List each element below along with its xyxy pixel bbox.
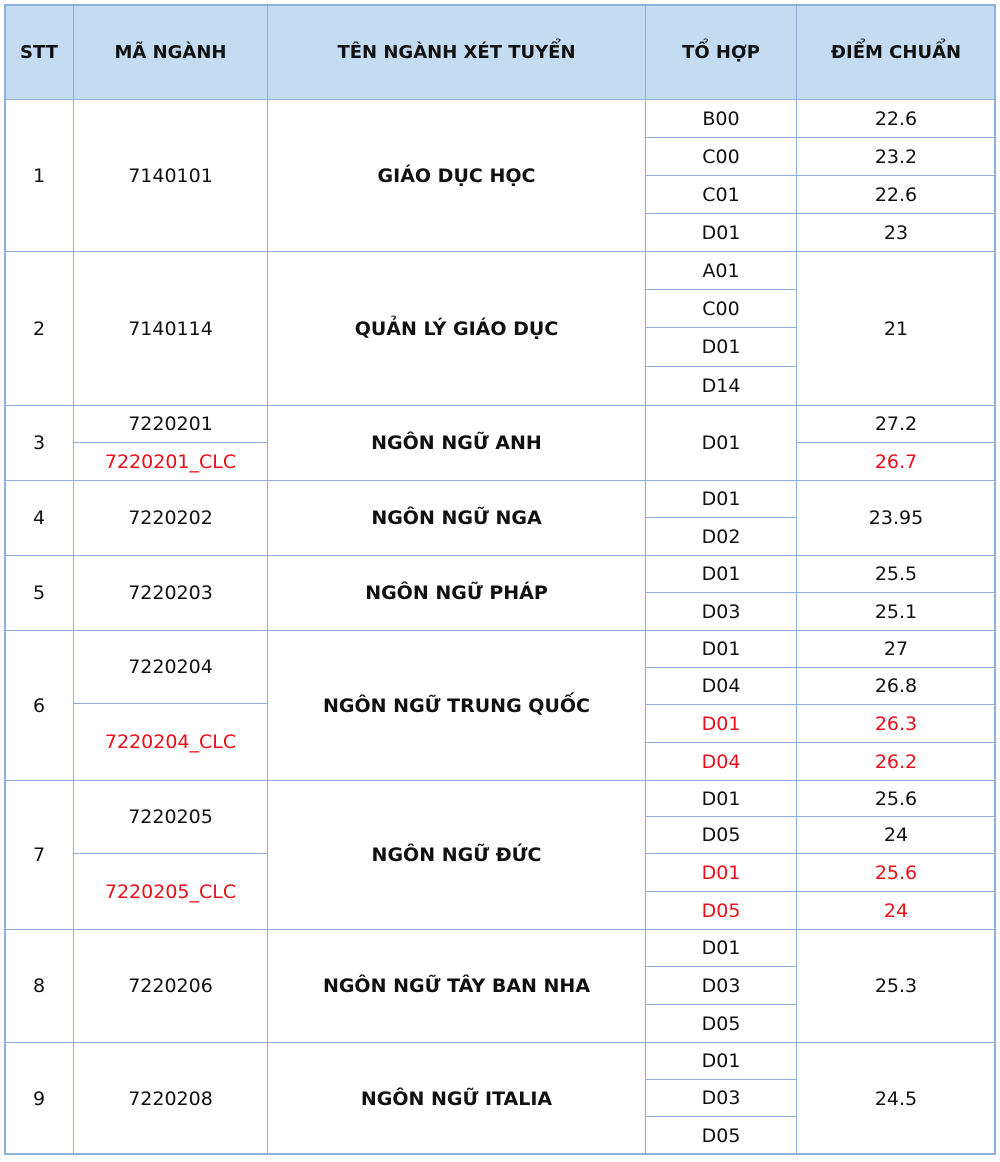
header-diem-chuan: ĐIỂM CHUẨN — [796, 4, 996, 100]
row-7-score-clc: 25.6 — [796, 853, 996, 892]
row-1-combo: C01 — [645, 175, 797, 214]
row-7-combo-clc: D01 — [645, 853, 797, 892]
row-1-combo: C00 — [645, 137, 797, 176]
row-5-combo: D01 — [645, 555, 797, 593]
row-8-score: 25.3 — [796, 929, 996, 1043]
row-3-combo: D01 — [645, 405, 797, 481]
row-7-score: 24 — [796, 816, 996, 854]
row-2-combo: D14 — [645, 366, 797, 406]
row-2-major-name: QUẢN LÝ GIÁO DỤC — [267, 251, 646, 406]
row-3-code: 7220201 — [73, 405, 268, 443]
row-3-score-clc: 26.7 — [796, 442, 996, 481]
row-1-score: 23 — [796, 213, 996, 252]
header-ma-nganh: MÃ NGÀNH — [73, 4, 268, 100]
row-4-combo: D02 — [645, 517, 797, 556]
row-9-score: 24.5 — [796, 1042, 996, 1155]
row-7-code-clc: 7220205_CLC — [73, 853, 268, 930]
row-5-major-name: NGÔN NGỮ PHÁP — [267, 555, 646, 631]
row-6-combo: D04 — [645, 667, 797, 705]
row-7-combo-clc: D05 — [645, 891, 797, 930]
row-1-score: 22.6 — [796, 175, 996, 214]
row-7-score: 25.6 — [796, 780, 996, 817]
row-4-code: 7220202 — [73, 480, 268, 556]
row-7-combo: D01 — [645, 780, 797, 817]
row-2-combo: D01 — [645, 327, 797, 367]
row-6-combo-clc: D04 — [645, 742, 797, 781]
row-8-combo: D03 — [645, 966, 797, 1005]
row-9-combo: D03 — [645, 1079, 797, 1117]
row-8-major-name: NGÔN NGỮ TÂY BAN NHA — [267, 929, 646, 1043]
row-6-major-name: NGÔN NGỮ TRUNG QUỐC — [267, 630, 646, 781]
row-1-major-name: GIÁO DỤC HỌC — [267, 99, 646, 252]
row-6-score: 27 — [796, 630, 996, 668]
header-ten-nganh: TÊN NGÀNH XÉT TUYỂN — [267, 4, 646, 100]
row-6-stt: 6 — [4, 630, 74, 781]
row-8-combo: D01 — [645, 929, 797, 967]
row-7-combo: D05 — [645, 816, 797, 854]
row-6-code-clc: 7220204_CLC — [73, 703, 268, 781]
row-9-combo: D01 — [645, 1042, 797, 1080]
row-5-code: 7220203 — [73, 555, 268, 631]
row-3-major-name: NGÔN NGỮ ANH — [267, 405, 646, 481]
row-9-stt: 9 — [4, 1042, 74, 1155]
row-1-code: 7140101 — [73, 99, 268, 252]
row-7-major-name: NGÔN NGỮ ĐỨC — [267, 780, 646, 930]
row-5-stt: 5 — [4, 555, 74, 631]
row-8-code: 7220206 — [73, 929, 268, 1043]
row-8-stt: 8 — [4, 929, 74, 1043]
row-4-stt: 4 — [4, 480, 74, 556]
row-2-combo: C00 — [645, 289, 797, 328]
row-1-score: 22.6 — [796, 99, 996, 138]
row-6-score-clc: 26.2 — [796, 742, 996, 781]
row-2-stt: 2 — [4, 251, 74, 406]
row-6-combo: D01 — [645, 630, 797, 668]
row-7-code: 7220205 — [73, 780, 268, 854]
row-4-combo: D01 — [645, 480, 797, 518]
row-7-score-clc: 24 — [796, 891, 996, 930]
row-6-score-clc: 26.3 — [796, 704, 996, 743]
row-4-score: 23.95 — [796, 480, 996, 556]
header-to-hop: TỔ HỢP — [645, 4, 797, 100]
row-1-score: 23.2 — [796, 137, 996, 176]
row-5-score: 25.1 — [796, 592, 996, 631]
row-1-stt: 1 — [4, 99, 74, 252]
row-5-score: 25.5 — [796, 555, 996, 593]
header-stt: STT — [4, 4, 74, 100]
row-6-combo-clc: D01 — [645, 704, 797, 743]
row-2-code: 7140114 — [73, 251, 268, 406]
row-7-stt: 7 — [4, 780, 74, 930]
row-5-combo: D03 — [645, 592, 797, 631]
row-9-combo: D05 — [645, 1116, 797, 1155]
row-2-score: 21 — [796, 251, 996, 406]
row-2-combo: A01 — [645, 251, 797, 290]
row-3-stt: 3 — [4, 405, 74, 481]
row-8-combo: D05 — [645, 1004, 797, 1043]
row-6-score: 26.8 — [796, 667, 996, 705]
row-3-code-clc: 7220201_CLC — [73, 442, 268, 481]
row-1-combo: B00 — [645, 99, 797, 138]
row-9-code: 7220208 — [73, 1042, 268, 1155]
row-6-code: 7220204 — [73, 630, 268, 704]
row-3-score: 27.2 — [796, 405, 996, 443]
row-9-major-name: NGÔN NGỮ ITALIA — [267, 1042, 646, 1155]
row-4-major-name: NGÔN NGỮ NGA — [267, 480, 646, 556]
row-1-combo: D01 — [645, 213, 797, 252]
